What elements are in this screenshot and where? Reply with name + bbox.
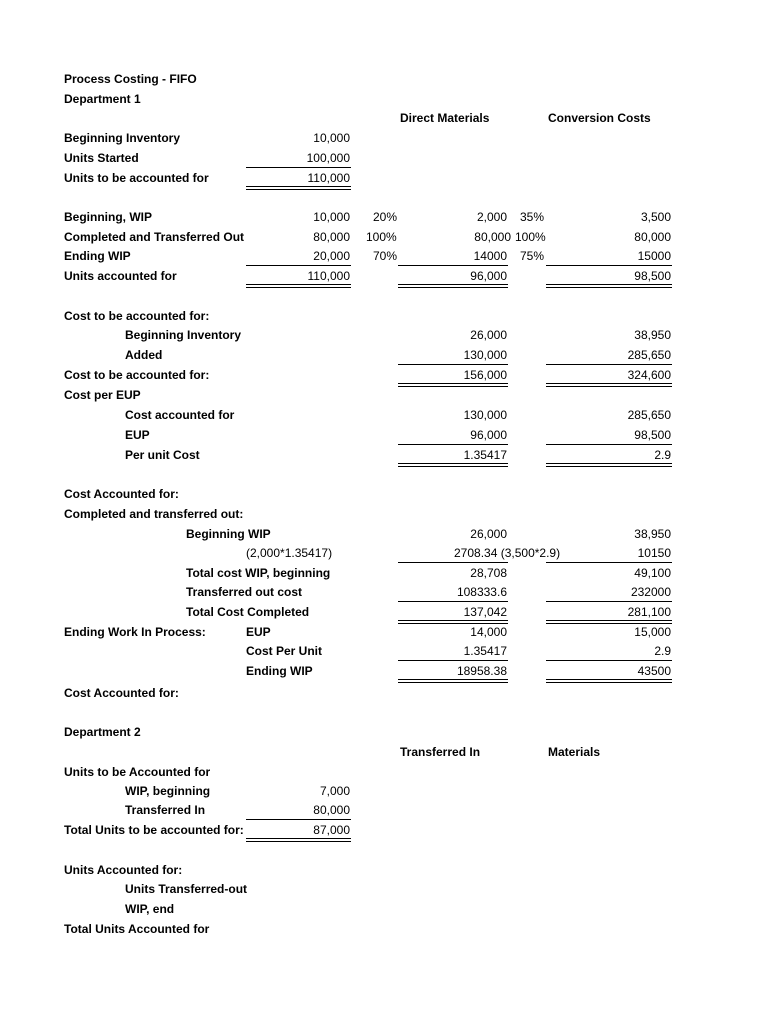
eup-cc: 15000 — [637, 249, 671, 263]
eup-dm-pct: 70% — [373, 249, 398, 263]
double-rule — [546, 620, 672, 624]
eup-dm: 14000 — [473, 249, 507, 263]
header-conversion-costs: Conversion Costs — [548, 111, 651, 125]
value-beginning-inventory: 10,000 — [313, 131, 350, 145]
rule — [398, 444, 508, 445]
label-ewip: Ending WIP — [246, 664, 313, 678]
per-unit-dm: 1.35417 — [463, 448, 507, 462]
value-transferred-in: 80,000 — [313, 803, 350, 817]
rule — [398, 562, 508, 563]
double-rule — [546, 463, 672, 467]
rule — [546, 601, 672, 602]
per-cost-dm: 130,000 — [463, 408, 507, 422]
label-transferred-out: Transferred out cost — [186, 585, 303, 599]
total-dm-eup: 96,000 — [470, 269, 507, 283]
eup-cc-pct: 75% — [520, 249, 545, 263]
beg-wip-dm: 26,000 — [470, 527, 507, 541]
double-rule — [246, 284, 351, 288]
label-transferred-in: Transferred In — [125, 803, 206, 817]
completed-cc: 281,100 — [627, 605, 671, 619]
label-cost-beginning: Beginning Inventory — [125, 328, 242, 342]
calc-dm: 2708.34 (3,500*2.9) — [454, 546, 561, 560]
double-rule — [398, 679, 508, 683]
double-rule — [546, 383, 672, 387]
rule — [246, 167, 351, 168]
eup-dm-pct: 20% — [373, 210, 398, 224]
label-cost-added: Added — [125, 348, 163, 362]
per-eup-dm: 96,000 — [470, 428, 507, 442]
label-eup: EUP — [125, 428, 150, 442]
label-beg-wip: Beginning WIP — [186, 527, 271, 541]
rule — [398, 364, 508, 365]
rule — [546, 265, 672, 266]
value-total-units: 87,000 — [313, 823, 350, 837]
label-cost-accounted: Cost accounted for — [125, 408, 235, 422]
label-beginning-wip: Beginning, WIP — [64, 210, 152, 224]
label-cost-total: Cost to be accounted for: — [64, 368, 210, 382]
label-total-units: Total Units to be accounted for: — [64, 823, 244, 837]
eup-dm-pct: 100% — [366, 230, 397, 244]
rule — [398, 660, 508, 661]
cost-added-dm: 130,000 — [463, 348, 507, 362]
rule — [546, 364, 672, 365]
eup-cc-pct: 100% — [515, 230, 546, 244]
double-rule — [246, 838, 351, 842]
label-wip-beginning: WIP, beginning — [125, 784, 211, 798]
heading-completed-transferred: Completed and transferred out: — [64, 507, 244, 521]
tot-beg-dm: 28,708 — [470, 566, 507, 580]
header-direct-materials: Direct Materials — [400, 111, 490, 125]
value-wip-beginning: 7,000 — [319, 784, 350, 798]
heading-cost-per-eup: Cost per EUP — [64, 388, 141, 402]
cost-added-cc: 285,650 — [627, 348, 671, 362]
heading-units-accounted: Units Accounted for: — [64, 863, 183, 877]
per-eup-cc: 98,500 — [634, 428, 671, 442]
total-units: 110,000 — [307, 269, 350, 283]
rule — [546, 660, 672, 661]
cost-beg-dm: 26,000 — [470, 328, 507, 342]
double-rule — [398, 620, 508, 624]
ewip-eup-cc: 15,000 — [634, 625, 671, 639]
rule — [398, 265, 508, 266]
rule — [398, 601, 508, 602]
ewip-cpu-dm: 1.35417 — [463, 644, 507, 658]
cost-total-cc: 324,600 — [627, 368, 671, 382]
label-completed-transferred: Completed and Transferred Out — [64, 230, 245, 244]
trans-dm: 108333.6 — [456, 585, 507, 599]
double-rule — [398, 284, 508, 288]
eup-cc-pct: 35% — [520, 210, 545, 224]
label-ending-wip: Ending WIP — [64, 249, 131, 263]
label-ending-work-in-process: Ending Work In Process: — [64, 625, 206, 639]
label-units-to-account: Units to be accounted for — [64, 171, 209, 185]
ewip-cpu-cc: 2.9 — [654, 644, 671, 658]
label-calc: (2,000*1.35417) — [246, 546, 333, 560]
header-transferred-in: Transferred In — [400, 745, 481, 759]
heading-cost-to-account: Cost to be accounted for: — [64, 309, 210, 323]
eup-cc: 80,000 — [634, 230, 671, 244]
double-rule — [246, 186, 351, 190]
heading-cost-accounted: Cost Accounted for: — [64, 487, 179, 501]
beg-wip-cc: 38,950 — [634, 527, 671, 541]
trans-cc: 232000 — [630, 585, 671, 599]
label-total-beg-wip: Total cost WIP, beginning — [186, 566, 331, 580]
double-rule — [546, 284, 672, 288]
label-beginning-inventory: Beginning Inventory — [64, 131, 181, 145]
label-total-units-accounted: Total Units Accounted for — [64, 922, 210, 936]
cost-total-dm: 156,000 — [463, 368, 507, 382]
footer-cost-accounted: Cost Accounted for: — [64, 686, 179, 700]
ewip-dm: 18958.38 — [456, 664, 507, 678]
rule — [546, 444, 672, 445]
rule — [546, 562, 672, 563]
label-total-completed: Total Cost Completed — [186, 605, 310, 619]
calc-cc: 10150 — [637, 546, 671, 560]
sheet-title: Process Costing - FIFO — [64, 72, 197, 86]
header-materials: Materials — [548, 745, 601, 759]
label-units-accounted: Units accounted for — [64, 269, 177, 283]
eup-dm: 2,000 — [476, 210, 507, 224]
per-cost-cc: 285,650 — [627, 408, 671, 422]
dept1-label: Department 1 — [64, 92, 141, 106]
tot-beg-cc: 49,100 — [634, 566, 671, 580]
label-per-unit-cost: Per unit Cost — [125, 448, 200, 462]
dept2-label: Department 2 — [64, 725, 141, 739]
double-rule — [398, 463, 508, 467]
cost-beg-cc: 38,950 — [634, 328, 671, 342]
eup-cc: 3,500 — [640, 210, 671, 224]
eup-units: 20,000 — [313, 249, 350, 263]
ewip-cc: 43500 — [637, 664, 671, 678]
rule — [246, 265, 351, 266]
eup-units: 80,000 — [313, 230, 350, 244]
total-cc-eup: 98,500 — [634, 269, 671, 283]
completed-dm: 137,042 — [463, 605, 507, 619]
value-units-started: 100,000 — [306, 151, 350, 165]
value-units-to-account: 110,000 — [307, 171, 350, 185]
ewip-eup-dm: 14,000 — [470, 625, 507, 639]
heading-units-to-account: Units to be Accounted for — [64, 765, 211, 779]
double-rule — [398, 383, 508, 387]
label-units-started: Units Started — [64, 151, 139, 165]
label-ewip-eup: EUP — [246, 625, 271, 639]
label-units-transferred-out: Units Transferred-out — [125, 882, 248, 896]
double-rule — [546, 679, 672, 683]
per-unit-cc: 2.9 — [654, 448, 671, 462]
eup-units: 10,000 — [313, 210, 350, 224]
rule — [246, 819, 351, 820]
label-wip-end: WIP, end — [125, 902, 175, 916]
label-ewip-cpu: Cost Per Unit — [246, 644, 323, 658]
eup-dm: 80,000 — [474, 230, 511, 244]
